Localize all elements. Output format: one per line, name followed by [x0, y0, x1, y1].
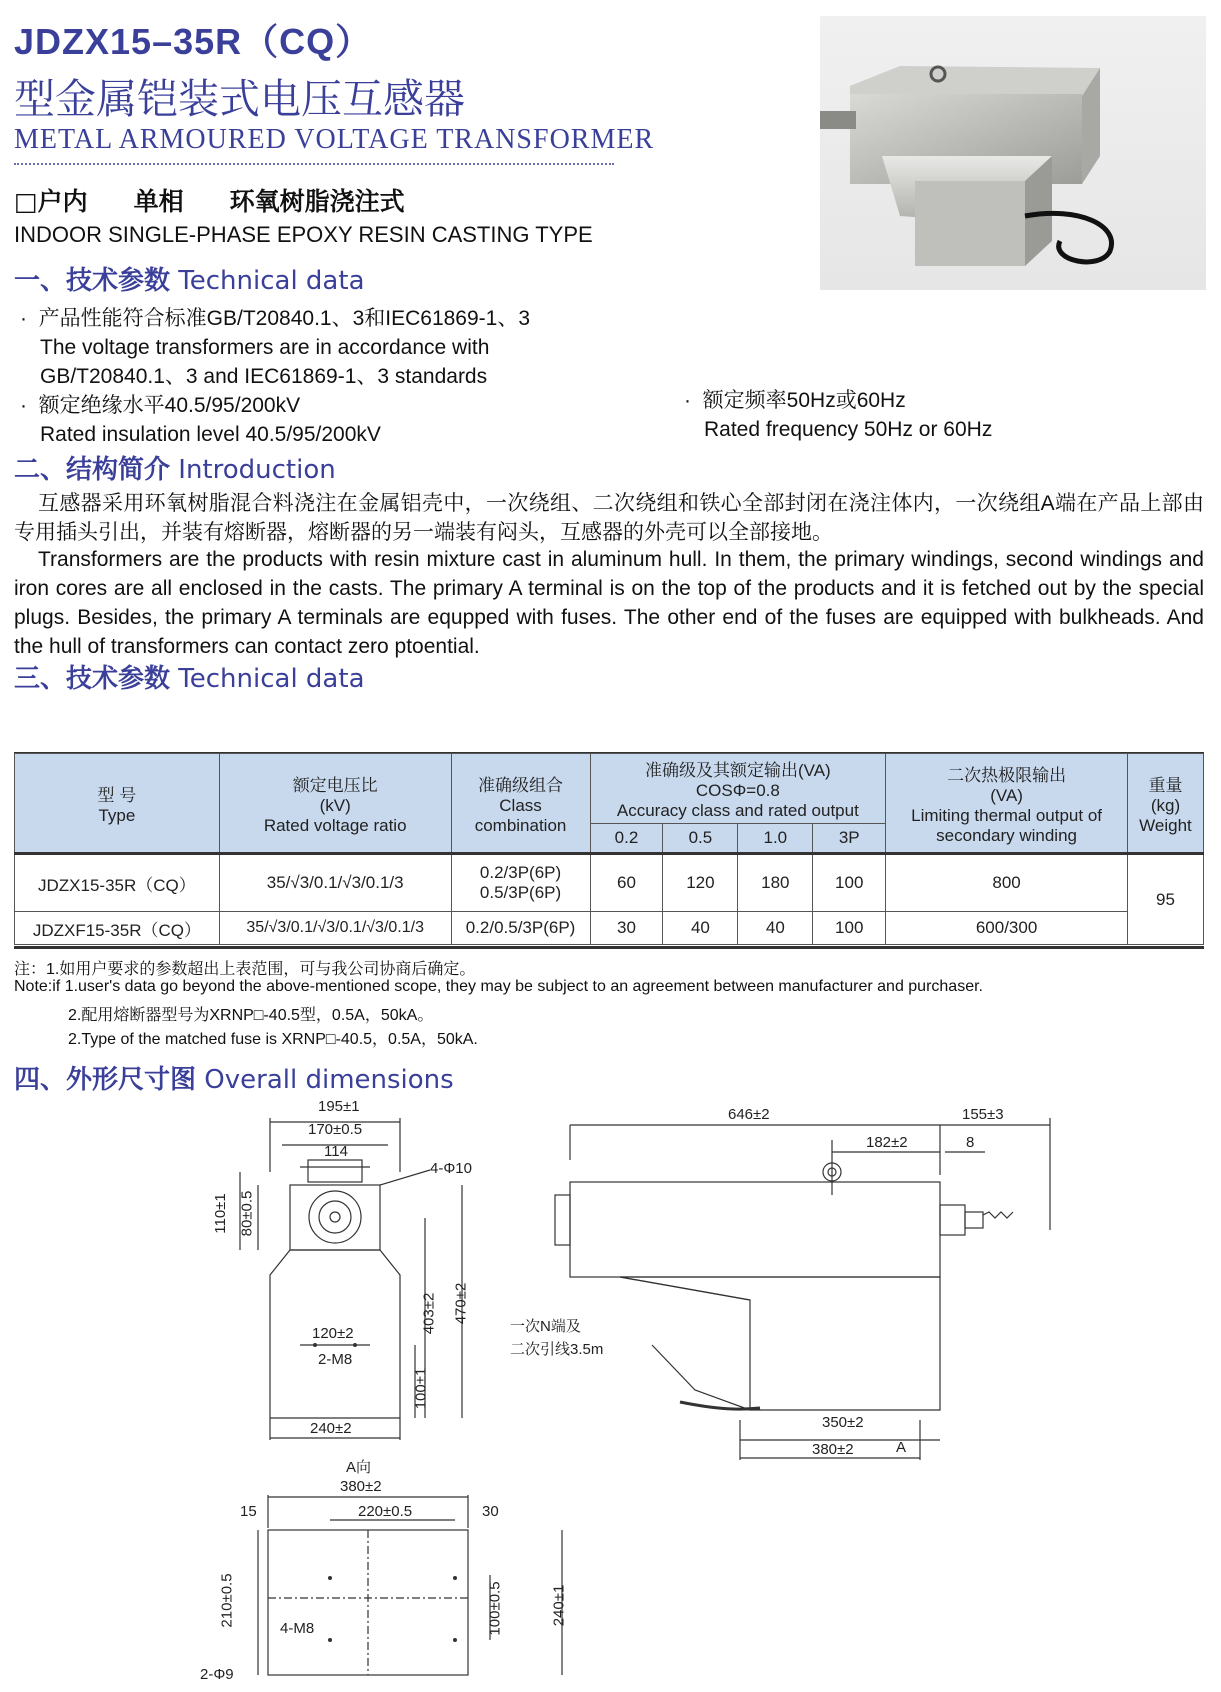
dim-bottom-phi9: 2-Φ9 [200, 1666, 234, 1683]
intro-paragraph-en: Transformers are the products with resin mixture cast in aluminum hull. In them, the primary windings, second windings and iron cores are all enclosed in the casts. The primary A terminal is on the top of the products and it is fetched out by the special plugs. Besides, the primary A terminals are equpped with fuses. The other end of the fuses are equipped with bulkheads. And the hull of transformers can contact zero ptoential. [14, 548, 1204, 658]
section2-title: Introduction [178, 455, 336, 485]
arrow-a-label: A [896, 1439, 907, 1456]
header-therm-unit: (VA) [990, 785, 1023, 805]
view-a-label: A向 [346, 1459, 372, 1476]
dim-80: 80±0.5 [238, 1190, 256, 1237]
dim-m8: 2-M8 [318, 1351, 353, 1368]
lead-label-2: 二次引线3.5m [510, 1341, 604, 1358]
features-en: INDOOR SINGLE-PHASE EPOXY RESIN CASTING TYPE [14, 222, 593, 247]
cell-ratio: 35/√3/0.1/√3/0.1/3 [219, 854, 451, 912]
header-weight-cn: 重量 [1148, 775, 1183, 795]
dim-240: 240±2 [310, 1420, 352, 1437]
cell-v10: 180 [738, 854, 813, 912]
dim-bottom-m8: 4-M8 [280, 1620, 315, 1637]
dim-bottom-100: 100±0.5 [486, 1581, 504, 1636]
header-acc-10: 1.0 [738, 824, 813, 854]
dim-170: 170±0.5 [308, 1121, 363, 1138]
dim-8: 8 [966, 1134, 975, 1151]
header-class-cn: 准确级组合 [478, 775, 564, 795]
cell-type: JDZXF15-35R（CQ） [15, 912, 220, 945]
bullet1-en2: GB/T20840.1、3 and IEC61869-1、3 standards [40, 365, 488, 388]
header-type-cn: 型 号 [97, 785, 137, 805]
header-acc-cn: 准确级及其额定输出(VA) [644, 761, 831, 780]
note2-en: 2.Type of the matched fuse is XRNP□-40.5，0.5A，50kA. [68, 1031, 478, 1048]
dim-bottom-210: 210±0.5 [218, 1573, 236, 1628]
header-acc-3p: 3P [813, 824, 886, 854]
note2-cn: 2.配用熔断器型号为XRNP□-40.5型，0.5A，50kA。 [68, 1007, 434, 1024]
feature-epoxy: 环氧树脂浇注式 [229, 187, 405, 216]
section2-num: 二、结构简介 [14, 455, 171, 485]
cell-type: JDZX15-35R（CQ） [15, 854, 220, 912]
cell-v10: 40 [738, 912, 813, 945]
header-type-en: Type [98, 805, 136, 825]
dim-403: 403±2 [420, 1292, 438, 1335]
note1-en: Note:if 1.user's data go beyond the above-mentioned scope, they may be subject to an agreement between manufacturer and purchaser. [14, 978, 983, 995]
section4-num: 四、外形尺寸图 [14, 1065, 197, 1095]
lead-label-1: 一次N端及 [510, 1318, 581, 1335]
section3-num: 三、技术参数 [14, 664, 171, 694]
dim-bottom-240: 240±1 [550, 1584, 568, 1627]
bullet3-cn: 额定频率50Hz或60Hz [702, 389, 906, 412]
bullet1-cn: 产品性能符合标准GB/T20840.1、3和IEC61869-1、3 [38, 307, 531, 330]
dim-182: 182±2 [866, 1134, 908, 1151]
header-ratio-en: Rated voltage ratio [263, 815, 407, 835]
dim-bottom-220: 220±0.5 [358, 1503, 413, 1520]
header-acc-cos: COSΦ=0.8 [695, 781, 780, 800]
cell-thermal: 800 [886, 854, 1128, 912]
header-weight-en: Weight [1139, 815, 1192, 835]
header-therm-en2: secondary winding [936, 825, 1077, 845]
dim-114: 114 [324, 1143, 348, 1160]
dim-bottom-15: 15 [240, 1503, 257, 1520]
dim-bottom-380: 380±2 [340, 1478, 382, 1495]
cell-v3p: 100 [813, 912, 886, 945]
bullet-dot: · [20, 307, 39, 330]
feature-single-phase: 单相 [133, 187, 184, 216]
section1-title: Technical data [178, 266, 365, 296]
header-weight-unit: (kg) [1150, 795, 1181, 815]
bullet3-en: Rated frequency 50Hz or 60Hz [704, 418, 993, 441]
chinese-title: 型金属铠装式电压互感器 [14, 75, 465, 123]
feature-indoor: □户内 [14, 187, 88, 216]
dim-350: 350±2 [822, 1414, 864, 1431]
header-acc-en: Accuracy class and rated output [616, 801, 859, 820]
section4-title: Overall dimensions [204, 1065, 454, 1095]
note1-cn: 注：1.如用户要求的参数超出上表范围，可与我公司协商后确定。 [14, 961, 476, 978]
header-class-en1: Class [499, 795, 542, 815]
dim-bottom-30: 30 [482, 1503, 499, 1520]
dim-646: 646±2 [728, 1106, 770, 1123]
model-title: JDZX15–35R（CQ） [14, 21, 373, 62]
header-therm-cn: 二次热极限输出 [947, 765, 1067, 785]
header-class-en2: combination [474, 815, 567, 835]
cell-class2: 0.5/3P(6P) [479, 883, 562, 902]
dim-hole: 4-Φ10 [430, 1160, 472, 1177]
section1-num: 一、技术参数 [14, 266, 171, 296]
header-acc-05: 0.5 [663, 824, 738, 854]
cell-weight: 95 [1127, 854, 1203, 945]
header-ratio-cn: 额定电压比 [292, 775, 378, 795]
cell-ratio: 35/√3/0.1/√3/0.1/√3/0.1/3 [219, 912, 451, 945]
bullet2-cn: 额定绝缘水平40.5/95/200kV [38, 394, 301, 417]
cell-v02: 60 [590, 854, 663, 912]
dim-470: 470±2 [452, 1282, 470, 1325]
bullet1-en1: The voltage transformers are in accordance with [40, 336, 490, 359]
cell-class1: 0.2/3P(6P) [479, 863, 562, 882]
cell-thermal: 600/300 [886, 912, 1128, 945]
cell-v02: 30 [590, 912, 663, 945]
cell-v05: 40 [663, 912, 738, 945]
bullet-dot: · [20, 394, 39, 417]
dim-110: 110±1 [211, 1193, 229, 1234]
dim-380: 380±2 [812, 1441, 854, 1458]
english-title: METAL ARMOURED VOLTAGE TRANSFORMER [14, 124, 655, 155]
dim-100: 100±1 [412, 1367, 430, 1410]
dim-155: 155±3 [962, 1106, 1004, 1123]
intro-paragraph-cn: 互感器采用环氧树脂混合料浇注在金属铝壳中，一次绕组、二次绕组和铁心全部封闭在浇注体内，一次绕组A端在产品上部由专用插头引出，并装有熔断器，熔断器的另一端装有闷头，互感器的外壳可以全部接地。 [14, 492, 1204, 544]
dim-120: 120±2 [312, 1325, 354, 1342]
bullet2-en: Rated insulation level 40.5/95/200kV [40, 423, 381, 446]
bullet-dot: · [684, 389, 703, 412]
cell-v3p: 100 [813, 854, 886, 912]
cell-class: 0.2/0.5/3P(6P) [451, 912, 590, 945]
cell-v05: 120 [663, 854, 738, 912]
dim-195: 195±1 [318, 1098, 360, 1115]
header-ratio-unit: (kV) [319, 795, 351, 815]
section3-title: Technical data [178, 664, 365, 694]
header-therm-en1: Limiting thermal output of [911, 805, 1103, 825]
header-acc-02: 0.2 [590, 824, 663, 854]
